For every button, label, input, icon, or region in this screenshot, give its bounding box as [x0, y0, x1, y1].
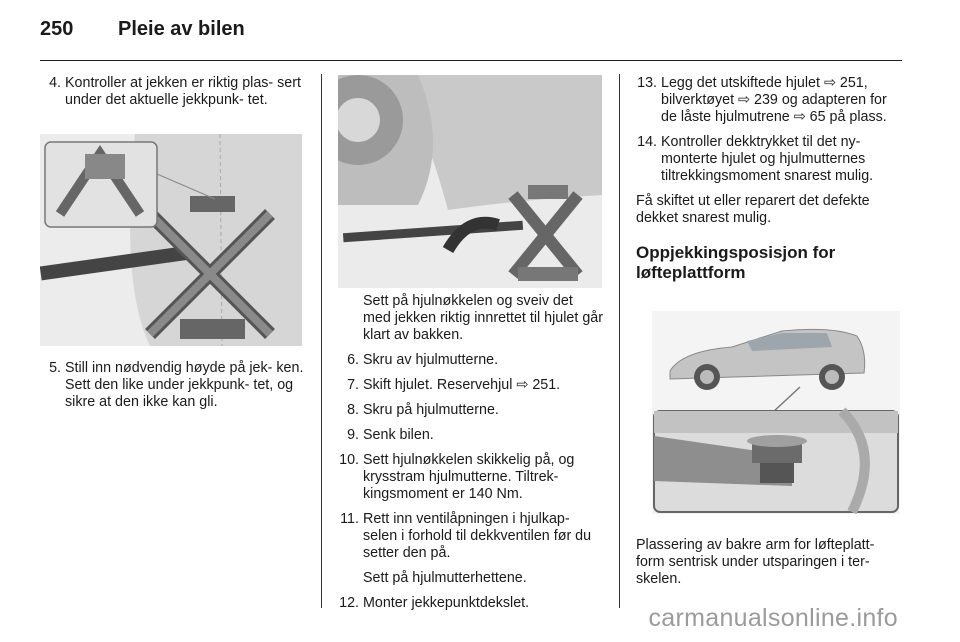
step-number: 11. [340, 511, 359, 527]
step-number: 5. [49, 360, 61, 376]
jack-illustration [40, 134, 302, 346]
column-3 [636, 75, 902, 283]
column-1-lower [40, 360, 305, 411]
step-text: Kontroller at jekken er riktig plas- sert under det aktuelle jekkpunk- tet. [65, 75, 301, 108]
step-text: Kontroller dekktrykket til det ny- monterte hjulet og hjulmutternes tiltrekkingsmoment snarest mulig. [661, 134, 874, 184]
page-title: Pleie av bilen [118, 18, 245, 40]
figure-caption: Sett på hjulnøkkelen og sveiv det med jekken riktig innrettet til hjulet går klart av bakken. [363, 293, 603, 343]
column-divider-1 [321, 74, 322, 608]
step-6 [338, 352, 604, 369]
column-1 [40, 75, 305, 109]
step-text: Skru på hjulmutterne. [363, 402, 499, 418]
column-divider-2 [619, 74, 620, 608]
step-text: Monter jekkepunktdekslet. [363, 595, 530, 611]
step-text: Senk bilen. [363, 427, 434, 443]
step-11 [338, 511, 604, 562]
step-text: Sett hjulnøkkelen skikkelig på, og krysstram hjulmutterne. Tiltrek- kingsmoment er 140 Nm. [363, 452, 575, 502]
step-8 [338, 402, 604, 419]
step-text: Legg det utskiftede hjulet ⇨ 251, bilverktøyet ⇨ 239 og adapteren for de låste hjulmutrene ⇨ 65 på plass. [661, 75, 887, 125]
defective-tyre-paragraph: Få skiftet ut eller reparert det defekte dekket snarest mulig. [636, 193, 870, 226]
jack-crank-illustration [338, 75, 602, 288]
step-number: 12. [339, 595, 359, 611]
step-13 [636, 75, 902, 126]
step-text: Still inn nødvendig høyde på jek- ken. Sett den like under jekkpunk- tet, og sikre at den ikke kan gli. [65, 360, 304, 410]
watermark: carmanualsonline.info [648, 604, 898, 632]
step-number: 13. [637, 75, 657, 91]
step-number: 8. [347, 402, 359, 418]
column-3-lower [636, 537, 902, 588]
step-number: 6. [347, 352, 359, 368]
page-number: 250 [40, 18, 74, 40]
step-12 [338, 595, 604, 612]
jack-placement-figure [40, 134, 302, 346]
jack-crank-figure [338, 75, 602, 288]
step-number: 10. [339, 452, 359, 468]
step-text: Skru av hjulmutterne. [363, 352, 499, 368]
lift-platform-illustration [652, 311, 900, 514]
step-text: Skift hjulet. Reservehjul ⇨ 251. [363, 377, 561, 393]
step-number: 14. [637, 134, 657, 150]
step-text: Rett inn ventilåpningen i hjulkap- selen i forhold til dekkventilen før du setter den på. [363, 511, 592, 561]
step-10 [338, 452, 604, 503]
step-7 [338, 377, 604, 394]
step-14 [636, 134, 902, 185]
column-2 [338, 293, 604, 612]
step-number: 7. [347, 377, 359, 393]
lift-figure-caption: Plassering av bakre arm for løfteplatt- form sentrisk under utsparingen i ter- skelen. [636, 537, 875, 587]
step-9 [338, 427, 604, 444]
step-number: 9. [347, 427, 359, 443]
header-rule [40, 60, 902, 61]
lift-platform-figure [652, 311, 900, 514]
section-heading: Oppjekkingsposisjon for løfteplattform [636, 243, 836, 282]
step-number: 4. [49, 75, 61, 91]
step-5 [40, 360, 305, 411]
step-11-note: Sett på hjulmutterhettene. [363, 570, 527, 586]
step-4 [40, 75, 305, 109]
